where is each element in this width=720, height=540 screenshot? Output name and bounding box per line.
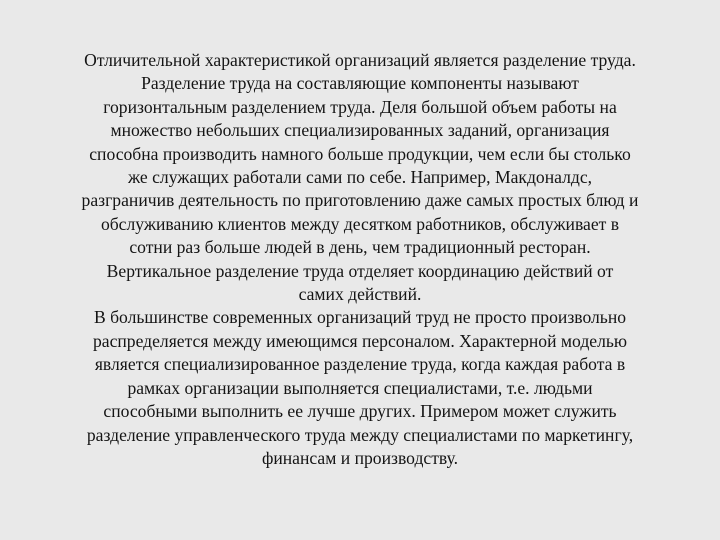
text-line: самих действий.: [298, 284, 422, 305]
text-line: разделение управленческого труда между специалистами по маркетингу,: [86, 424, 634, 445]
text-line: разграничив деятельность по приготовлению даже самых простых блюд и: [81, 190, 639, 211]
text-line: обслуживанию клиентов между десятком работников, обслуживает в: [100, 213, 620, 234]
text-line: Вертикальное разделение труда отделяет координацию действий от: [106, 260, 614, 281]
text-line: способна производить намного больше продукции, чем если бы столько: [89, 143, 631, 164]
text-line: Разделение труда на составляющие компоненты называют: [141, 73, 579, 94]
text-line: сотни раз больше людей в день, чем традиционный ресторан.: [129, 237, 591, 258]
text-line: распределяется между имеющимся персоналом. Характерной моделью: [92, 330, 628, 351]
text-line: горизонтальным разделением труда. Деля большой объем работы на: [103, 96, 617, 117]
text-line: рамках организации выполняется специалистами, т.е. людьми: [127, 377, 593, 398]
text-line: же служащих работали сами по себе. Например, Макдоналдс,: [127, 167, 593, 188]
text-line: множество небольших специализированных заданий, организация: [110, 120, 610, 141]
slide-body-text: [30, 49, 690, 470]
text-line: способными выполнить ее лучше других. Примером может служить: [103, 401, 617, 422]
text-line: Отличительной характеристикой организаций является разделение труда.: [84, 50, 636, 70]
text-line: является специализированное разделение труда, когда каждая работа в: [94, 354, 626, 375]
text-line: В большинстве современных организаций труд не просто произвольно: [93, 307, 627, 328]
text-line: финансам и производству.: [261, 447, 459, 468]
